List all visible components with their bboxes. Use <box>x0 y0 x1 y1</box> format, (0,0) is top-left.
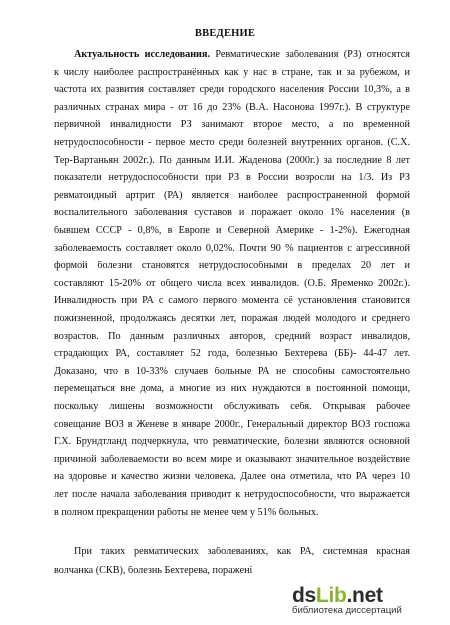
text-line: Тер-Вартаньян 2002г.). По данным И.И. Жаденова (2000г.) за последние 8 лет <box>54 155 410 166</box>
text-line: показатели нетрудоспособности при РЗ в России возросли на 1/3. Из РЗ <box>54 173 410 184</box>
text-line: к числу наиболее распространённых как у нас в стране, так и за рубежом, и <box>54 67 410 78</box>
text-line: заболеваемость составляет около 0,02%. Почти 90 % пациентов с агрессивной <box>54 243 410 254</box>
text-line: ревматоидный артрит (РА) является наиболее распространенной формой <box>54 190 410 201</box>
watermark-logo <box>292 585 442 619</box>
text-line: страдающих РА, составляет 52 года, болезнью Бехтерева (ББ)- 44-47 лет. <box>54 349 410 360</box>
text-line: перемещаться вне дома, а многие из них нуждаются в постоянной помощи, <box>54 384 410 395</box>
text-line: Доказано, что в 10-33% случаев больные РА не способны самостоятельно <box>54 366 410 377</box>
logo-part-ds: ds <box>292 584 316 607</box>
text-line: причиной заболеваемости во всем мире и оказывают значительное воздействие <box>54 454 410 465</box>
text-line: нетрудоспособности - первое место среди болезней внутренних органов. (С.Х. <box>54 138 410 148</box>
text-line: Инвалидность при РА с самого первого момента сё установления становится <box>54 296 410 307</box>
text-line: бывшем СССР - 0,8%, в Европе и Северной Америке - 1-2%). Ежегодная <box>54 226 410 236</box>
logo-part-net: .net <box>346 584 383 607</box>
logo-part-lib: Lib <box>315 584 347 607</box>
watermark-subtitle: библиотека диссертаций <box>292 605 402 616</box>
text-line: волчанка (СКВ), болезнь Бехтерева, поражені <box>54 566 253 576</box>
text-line: Г.Х. Брундтланд подчеркнула, что ревматические, болезни являются основной <box>54 437 410 448</box>
text-line: в полном прекращении работы не менее чем у 51% больных. <box>54 507 319 518</box>
text-line: формой болезни становятся нетрудоспособными в пределах 20 лет и <box>54 261 410 272</box>
dslib-logo <box>292 585 383 606</box>
page-title: ВВЕДЕНИЕ <box>194 28 256 39</box>
text-line: составляют 15-20% от общего числа всех инвалидов. (О.Б. Яременко 2002г.). <box>54 278 410 289</box>
lead-rest: Ревматические заболевания (РЗ) относятся <box>210 50 410 60</box>
text-line <box>74 50 410 60</box>
text-line: При таких ревматических заболеваниях, как РА, системная красная <box>74 547 410 557</box>
text-line: различных странах мира - от 16 до 23% (В.А. Насонова 1997г.). В структуре <box>54 102 410 113</box>
text-line: лет после начала заболевания приводит к нетрудоспособности, что выражается <box>54 490 410 500</box>
text-line: частота их развития составляет среди городского населения России 10,3%, а в <box>54 85 410 96</box>
text-line: поскольку лишены возможности обслуживать себя. Открывая рабочее <box>54 402 410 412</box>
text-line: на здоровье и качество жизни человека. Далее она отметила, что РА через 10 <box>54 472 410 483</box>
text-line: пожизненной, продолжаясь десятки лет, поражая людей молодого и среднего <box>54 314 410 324</box>
text-line: воспалительного заболевания суставов и поражает около 1% населения (в <box>54 208 410 219</box>
text-line: совещание ВОЗ в Женеве в январе 2000г., Генеральный директор ВОЗ госпожа <box>54 419 410 430</box>
text-line: первичной инвалидности РЗ занимают второе место, а по временной <box>54 120 410 131</box>
text-line: возрастов. По данным различных авторов, средний возраст инвалидов, <box>54 331 410 342</box>
section-lead: Актуальность исследования. <box>74 50 210 60</box>
